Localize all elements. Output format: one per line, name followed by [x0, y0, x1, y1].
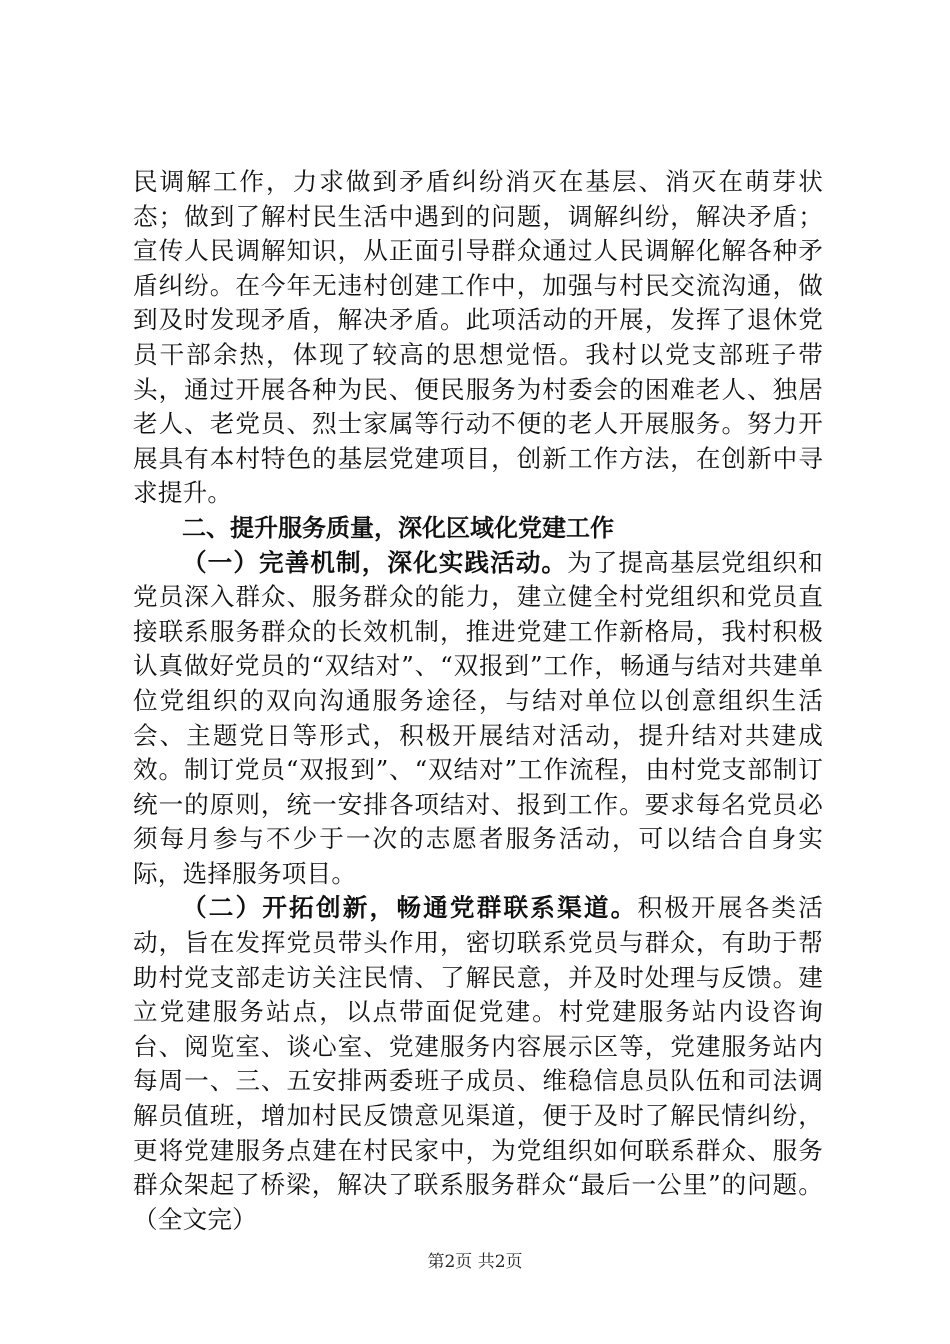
subsection-body-2: 积极开展各类活动，旨在发挥党员带头作用，密切联系党员与群众，有助于帮助村党支部走访关注民情、了解民意，并及时处理与反馈。建立党建服务站点，以点带面促党建。村党建服务站内设咨询台、阅览室、谈心室、党建服务内容展示区等，党建服务站内每周一、三、五安排两委班子成员、维稳信息员队伍和司法调解员值班，增加村民反馈意见渠道，便于及时了解民情纠纷，更将党建服务点建在村民家中，为党组织如何联系群众、服务群众架起了桥梁，解决了联系服务群众“最后一公里”的问题。（全文完） [133, 893, 823, 1234]
subsection-title-2: （二）开拓创新，畅通党群联系渠道。 [182, 893, 638, 923]
page-number-footer: 第2页 共2页 [427, 1252, 523, 1272]
subsection-body-1: 为了提高基层党组织和党员深入群众、服务群众的能力，建立健全村党组织和党员直接联系服务群众的长效机制，推进党建工作新格局，我村积极认真做好党员的“双结对”、“双报到”工作，畅通与结对共建单位党组织的双向沟通服务途径，与结对单位以创意组织生活会、主题党日等形式，积极开展结对活动，提升结对共建成效。制订党员“双报到”、“双结对”工作流程，由村党支部制订统一的原则，统一安排各项结对、报到工作。要求每名党员必须每月参与不少于一次的志愿者服务活动，可以结合自身实际，选择服务项目。 [133, 547, 823, 888]
subsection-paragraph-1 [133, 546, 823, 892]
section-heading: 二、提升服务质量，深化区域化党建工作 [182, 513, 614, 542]
document-body [133, 165, 823, 1237]
paragraph-continuation: 民调解工作，力求做到矛盾纠纷消灭在基层、消灭在萌芽状态；做到了解村民生活中遇到的问题，调解纠纷，解决矛盾；宣传人民调解知识，从正面引导群众通过人民调解化解各种矛盾纠纷。在今年无违村创建工作中，加强与村民交流沟通，做到及时发现矛盾，解决矛盾。此项活动的开展，发挥了退休党员干部余热，体现了较高的思想觉悟。我村以党支部班子带头，通过开展各种为民、便民服务为村委会的困难老人、独居老人、老党员、烈士家属等行动不便的老人开展服务。努力开展具有本村特色的基层党建项目，创新工作方法，在创新中寻求提升。 [133, 167, 823, 508]
subsection-paragraph-2 [133, 891, 823, 1237]
subsection-title-1: （一）完善机制，深化实践活动。 [182, 547, 568, 577]
